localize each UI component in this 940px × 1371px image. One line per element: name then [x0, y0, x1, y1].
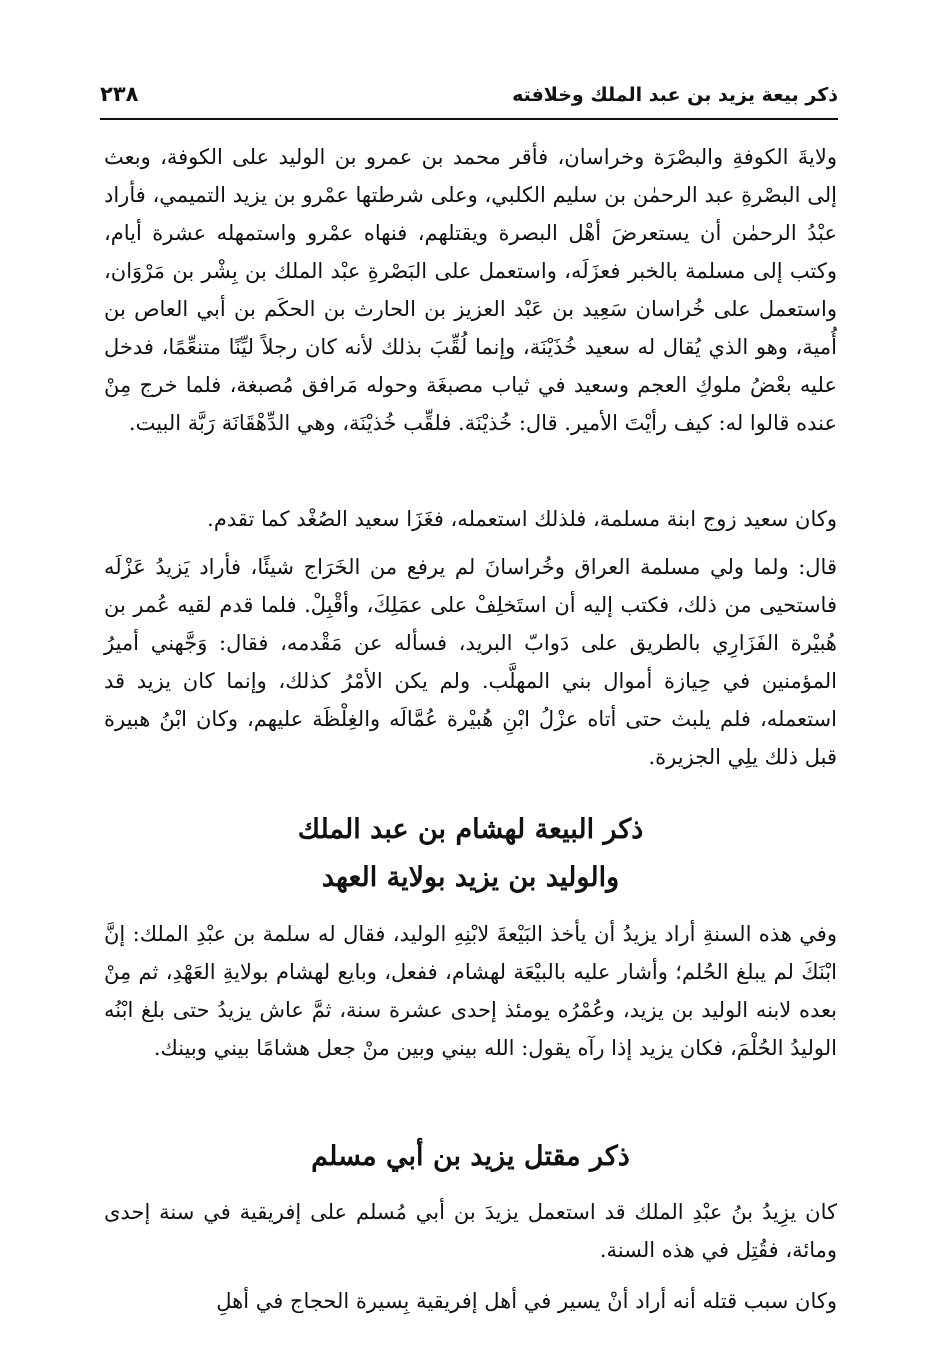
- heading-line: ذكر البيعة لهشام بن عبد الملك: [297, 814, 644, 845]
- section-heading: [104, 806, 837, 902]
- paragraph: وفي هذه السنةِ أراد يزيدُ أن يأخذ البَيْعةَ لابْنِهِ الوليد، فقال له سلمة بن عبْدِ الملك: إنَّ ابْنَكَ لم يبلغ الحُلم؛ وأشار عليه بالبيْعَة لهشام، ففعل، وبايع لهشام بولايةِ العَهْدِ، ثم مِنْ بعده لابنه الوليد بن يزيد، وعُمْرُه يومئذ إحدى عشرة سنة، ثمَّ عاش يزيدُ حتى بلغ ابْنُه الوليدُ الحُلْمَ، فكان يزيد إذا رآه يقول: الله بيني وبين منْ جعل هشامًا بيني وبينك.: [104, 922, 837, 1060]
- header-title: ذكر بيعة يزيد بن عبد الملك وخلافته: [512, 84, 838, 106]
- running-header: [100, 78, 838, 118]
- heading-line: والوليد بن يزيد بولاية العهد: [321, 862, 620, 893]
- paragraph: ولايةَ الكوفةِ والبصْرَة وخراسان، فأقر محمد بن عمرو بن الوليد على الكوفة، وبعث إلى البصْرةِ عبد الرحمٰن بن سليم الكلبي، وعلى شرطتها عمْرو بن يزيد التميمي، فأراد عبْدُ الرحمٰن أن يستعرضَ أهْل البصرة ويقتلهم، فنهاه عمْرو واستمهله عشرة أيام، وكتب إلى مسلمة بالخبر فعزَلَه، واستعمل على البَصْرةِ عبْد الملك بن بِشْر بن مَرْوَان، واستعمل على خُراسان سَعِيد بن عَبْد العزيز بن الحارث بن الحكَم بن أبي العاص بن أُمية، وهو الذي يُقال له سعيد خُذَيْنَة، وإنما لُقِّبَ بذلك لأنه كان رجلاً ليِّنًا متنعِّمًا، فدخل عليه بعْضُ ملوكِ العجم وسعيد في ثياب مصبغَة وحوله مَرافق مُصبغة، فلما خرج مِنْ عنده قالوا له: كيف رأيْتَ الأمير. قال: خُذيْنَة. فلقِّب خُذيْنَة، وهي الدِّهْقَانَة رَبَّة البيت.: [104, 145, 837, 435]
- section-heading: ذكر مقتل يزيد بن أبي مسلم: [311, 1141, 630, 1172]
- paragraph: وكان سبب قتله أنه أراد أنْ يسير في أهل إفريقية بِسيرة الحجاج في أهلِ: [216, 1289, 837, 1313]
- paragraph: وكان سعيد زوج ابنة مسلمة، فلذلك استعمله، فغَزَا سعيد الصُغْد كما تقدم.: [207, 507, 837, 531]
- paragraph: قال: ولما ولي مسلمة العراق وخُراسانَ لم يرفع من الخَرَاج شيئًا، فأراد يَزيدُ عَزْلَه فاستحيى من ذلك، فكتب إليه أن استَخلِفْ على عمَلِكَ، وأقْبِلْ. فلما قدم لقيه عُمر بن هُبيْرة الفَزَارِي بالطريق على دَوابّ البريد، فسأله عن مَقْدمه، فقال: وَجَّهني أميرُ المؤمنين في حِيازة أموال بني المهلَّب. ولم يكن الأمْرُ كذلك، وإنما كان يزيد قد استعمله، فلم يلبث حتى أتاه عزْلُ ابْنِ هُبيْرة عُمَّالَه والغِلْظَة عليهم، وكان ابْنُ هبيرة قبل ذلك يلِي الجزيرة.: [104, 555, 837, 769]
- header-divider: [100, 118, 838, 120]
- page-number: ٢٣٨: [100, 82, 139, 106]
- paragraph: كان يزِيدُ بنُ عبْدِ الملك قد استعمل يزيدَ بن أبي مُسلم على إفريقية في سنة إحدى ومائة، فقُتِل في هذه السنة.: [104, 1200, 837, 1262]
